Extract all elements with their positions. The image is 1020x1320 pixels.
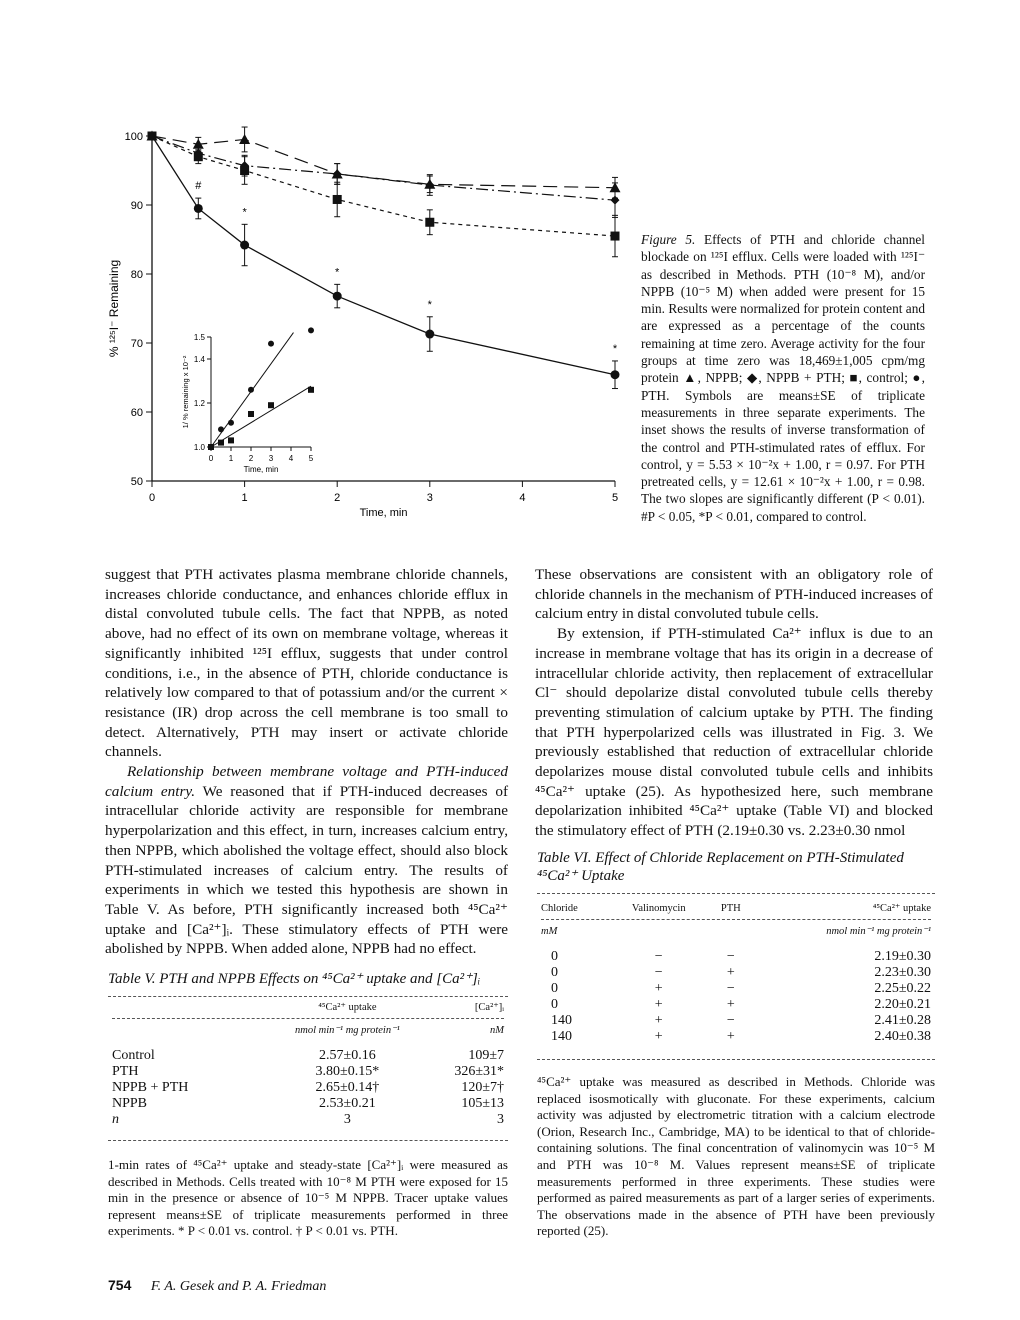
cell: 2.19±0.30: [874, 949, 931, 964]
cell: −: [726, 1013, 735, 1028]
cell: 2.20±0.21: [874, 997, 931, 1012]
data-point-circle: [148, 132, 157, 141]
cell: +: [654, 997, 663, 1012]
significance-marker: #: [195, 180, 202, 193]
y-tick-label: 80: [130, 269, 143, 281]
inset-fit-line-control: [211, 386, 311, 447]
cell: 140: [551, 1029, 572, 1044]
page-number: 754: [108, 1277, 132, 1293]
data-point-square: [333, 195, 342, 204]
data-point-circle: [611, 370, 620, 379]
inset-y-tick-label: 1.5: [193, 333, 205, 342]
series-line-nppb-pth: [152, 136, 615, 200]
data-point-square: [240, 166, 249, 175]
cell: 2.57±0.16: [319, 1048, 376, 1063]
y-axis-label: % ¹²⁵I⁻ Remaining: [107, 259, 121, 358]
paragraph: By extension, if PTH-stimulated Ca²⁺ influx is due to an increase in membrane voltage that has its origin in a decrease of intracellular chloride activity, then replacement of extracellular Cl⁻ should depolarize distal convoluted tubule cells thereby preventing stimulation of calcium uptake by PTH. The finding that PTH hyperpolarized cells was illustrated in Fig. 3. We previously established that reduction of extracellular chloride depolarizes mouse distal convoluted tubule cells and inhibits ⁴⁵Ca²⁺ uptake (25). As hypothesized here, such membrane depolarization inhibited ⁴⁵Ca²⁺ uptake (Table VI) and blocked the stimulatory effect of PTH (2.19±0.30 vs. 2.23±0.30 nmol: [535, 625, 933, 840]
table-vi: [537, 849, 935, 1240]
cell: 3: [343, 1112, 351, 1127]
table-footnote: 1-min rates of ⁴⁵Ca²⁺ uptake and steady-state [Ca²⁺]ᵢ were measured as described in Methods. Cells treated with 10⁻⁸ M PTH were exposed for 15 min in the presence or absence of 10⁻⁵ M NPPB. Tracer uptake values represent means±SE of triplicate measurements performed in three experiments. * P < 0.01 vs. control. † P < 0.01 vs. PTH.: [108, 1157, 508, 1239]
significance-marker: *: [242, 206, 247, 219]
table-row: [537, 981, 935, 997]
x-tick-label: 2: [334, 492, 341, 504]
table-row: [537, 1013, 935, 1029]
units-label: nmol min⁻¹ mg protein⁻¹: [826, 926, 931, 937]
data-point-circle: [425, 330, 434, 339]
row-label: NPPB + PTH: [112, 1080, 189, 1095]
data-point-circle: [240, 241, 249, 250]
cell: +: [654, 981, 663, 996]
inset-x-axis-label: Time, min: [243, 465, 279, 474]
series-line-pth: [152, 136, 615, 375]
data-point-square: [425, 218, 434, 227]
table-v-grid: [108, 1001, 508, 1128]
table-vi-grid: [537, 902, 935, 1045]
inset-y-tick-label: 1.4: [193, 355, 205, 364]
cell: 0: [551, 997, 558, 1012]
x-axis-label: Time, min: [359, 507, 408, 519]
cell: +: [726, 965, 735, 980]
cell: +: [726, 1029, 735, 1044]
page-footer: [108, 1277, 326, 1295]
units-label: nmol min⁻¹ mg protein⁻¹: [295, 1025, 400, 1036]
cell: 2.40±0.38: [874, 1029, 931, 1044]
column-header: Valinomycin: [631, 902, 686, 914]
paragraph: suggest that PTH activates plasma membrane chloride channels, increases chloride conductance, and enhances chloride efflux in distal convoluted tubule cells. The fact that NPPB, as noted above, had no effect of its own on membrane voltage, whereas it significantly inhibited ¹²⁵I efflux, suggests that under control conditions, i.e., in the absence of PTH, chloride conductance is relatively low compared to that of potassium and/or the current × resistance (IR) drop across the cell membrane is too small to detect. Alternatively, PTH may insert or activate chloride channels.: [105, 566, 508, 761]
x-tick-label: 5: [611, 492, 619, 504]
table-footnote: ⁴⁵Ca²⁺ uptake was measured as described in Methods. Chloride was replaced isosmotically with gluconate. For these experiments, calcium activity was adjusted by electrometric titration with a calcium electrode (Orion, Research Inc., Cambridge, MA) to be identical to that of chloride-containing solutions. The final concentration of valinomycin was 10⁻⁵ M and PTH was 10⁻⁸ M. Values represent means±SE of triplicate measurements performed in three experiments. These studies were performed as paired measurements as part of a larger series of experiments. The observations made in the absence of PTH have been previously reported (25).: [537, 1074, 935, 1239]
y-tick-label: 70: [130, 338, 143, 350]
inset-point-circle: [248, 387, 254, 393]
table-v: [108, 970, 508, 1240]
cell: +: [654, 1029, 663, 1044]
cell: 120±7†: [461, 1080, 504, 1095]
cell: 3.80±0.15*: [315, 1064, 380, 1079]
significance-marker: *: [335, 266, 340, 279]
row-label: NPPB: [112, 1096, 148, 1111]
row-label: n: [112, 1112, 119, 1127]
left-column: [105, 565, 508, 959]
cell: 140: [551, 1013, 572, 1028]
y-tick-label: 100: [124, 131, 143, 143]
data-point-diamond: [611, 196, 620, 205]
column-header: PTH: [720, 902, 741, 914]
inset-point-square: [308, 387, 314, 393]
data-point-square: [611, 232, 620, 241]
column-header: ⁴⁵Ca²⁺ uptake: [318, 1002, 377, 1013]
paragraph: These observations are consistent with an obligatory role of chloride channels in the mechanism of PTH-induced increases of calcium entry in distal convoluted tubule cells.: [535, 566, 933, 623]
data-point-circle: [194, 204, 203, 213]
inset-x-tick-label: 4: [288, 454, 294, 463]
row-label: PTH: [112, 1064, 139, 1079]
row-label: Control: [112, 1048, 155, 1063]
units-label: nM: [490, 1024, 504, 1036]
inset-x-tick-label: 1: [228, 454, 234, 463]
inset-point-circle: [308, 327, 314, 333]
section-heading: Relationship between membrane voltage and PTH-induced calcium entry.: [105, 763, 508, 800]
table-row: [108, 1112, 508, 1128]
cell: 0: [551, 949, 558, 964]
inset-point-square: [218, 440, 224, 446]
right-column: [535, 565, 933, 841]
table-row: [108, 1048, 508, 1064]
cell: 2.65±0.14†: [315, 1080, 380, 1095]
y-tick-label: 60: [130, 407, 143, 419]
cell: 0: [551, 965, 558, 980]
inset-y-tick-label: 1.2: [193, 399, 205, 408]
data-point-triangle: [239, 134, 250, 144]
table-row: [537, 965, 935, 981]
paragraph-text: We reasoned that if PTH-induced decreases of intracellular chloride activity are responsible for membrane hyperpolarization and this effect, in turn, increases calcium entry, then NPPB, which abolished the voltage effect, should also block PTH-stimulated increases of calcium entry. The results of experiments in which we tested this hypothesis are shown in Table V. As before, PTH significantly increased both ⁴⁵Ca²⁺ uptake and [Ca²⁺]ᵢ. These stimulatory effects of PTH were abolished by NPPB. When added alone, NPPB had no effect.: [105, 782, 508, 958]
x-tick-label: 3: [426, 492, 433, 504]
y-tick-label: 50: [130, 476, 143, 488]
cell: 105±13: [461, 1096, 504, 1111]
table-row: [537, 949, 935, 965]
inset-point-square: [268, 402, 274, 408]
significance-marker: *: [612, 342, 618, 355]
inset-point-circle: [228, 420, 234, 426]
cell: 109±7: [468, 1048, 504, 1063]
table-row: [108, 1080, 508, 1096]
cell: −: [654, 965, 663, 980]
x-tick-label: 1: [241, 492, 248, 504]
table-row: [537, 1029, 935, 1045]
figure-caption: [641, 231, 925, 525]
cell: 2.53±0.21: [319, 1096, 376, 1111]
cell: +: [726, 997, 735, 1012]
table-row: [108, 1096, 508, 1112]
inset-point-circle: [218, 426, 224, 432]
cell: 3: [497, 1112, 504, 1127]
cell: 2.25±0.22: [874, 981, 931, 996]
inset-x-tick-label: 3: [268, 454, 274, 463]
inset-point-square: [248, 411, 254, 417]
inset-x-tick-label: 5: [308, 454, 314, 463]
table-row: [108, 1064, 508, 1080]
efflux-chart: [0, 0, 640, 530]
cell: −: [654, 949, 663, 964]
authors: F. A. Gesek and P. A. Friedman: [150, 1279, 327, 1294]
inset-x-tick-label: 0: [208, 454, 214, 463]
y-tick-label: 90: [130, 200, 143, 212]
significance-marker: *: [427, 298, 432, 311]
column-header: [Ca²⁺]ᵢ: [474, 1002, 504, 1013]
inset-y-tick-label: 1.0: [193, 443, 205, 452]
x-tick-label: 0: [148, 492, 156, 504]
inset-y-axis-label: 1/ % remaining x 10⁻²: [181, 355, 190, 429]
table-title: Table VI. Effect of Chloride Replacement on PTH-Stimulated ⁴⁵Ca²⁺ Uptake: [537, 850, 904, 884]
inset-point-circle: [268, 341, 274, 347]
data-point-square: [194, 152, 203, 161]
x-tick-label: 4: [519, 492, 526, 504]
paragraph: [105, 762, 508, 959]
cell: 2.41±0.28: [874, 1013, 931, 1028]
figure-caption-text: Effects of PTH and chloride channel blockade on ¹²⁵I efflux. Cells were loaded with ¹²⁵I⁻ as described in Methods. PTH (10⁻⁸ M), and/or NPPB (10⁻⁵ M) when added were present for 15 min. Results were normalized for protein content and are expressed as a percentage of the counts remaining at time zero. Average activity for the four groups at time zero was 18,469±1,005 cpm/mg protein ▲, NPPB; ◆, NPPB + PTH; ■, control; ●, PTH. Symbols are means±SE of triplicate measurements in three separate experiments. The inset shows the results of inverse transformation of the control and PTH-stimulated rates of efflux. For control, y = 5.53 × 10⁻²x + 1.00, r = 0.97. For PTH pretreated cells, y = 12.61 × 10⁻²x + 1.00, r = 0.98. The two slopes are significantly different (P < 0.01). #P < 0.05, *P < 0.01, compared to control.: [641, 232, 925, 524]
figure-label: Figure 5.: [641, 232, 696, 247]
cell: −: [726, 949, 735, 964]
cell: 2.23±0.30: [874, 965, 931, 980]
inset-x-tick-label: 2: [248, 454, 254, 463]
units-label: mM: [541, 925, 558, 937]
column-header: Chloride: [541, 902, 578, 914]
cell: −: [726, 981, 735, 996]
inset-point-square: [208, 444, 214, 450]
table-title: Table V. PTH and NPPB Effects on ⁴⁵Ca²⁺ uptake and [Ca²⁺]ᵢ: [108, 971, 481, 987]
table-row: [537, 997, 935, 1013]
column-header: ⁴⁵Ca²⁺ uptake: [872, 903, 931, 914]
cell: 326±31*: [454, 1064, 504, 1079]
cell: 0: [551, 981, 558, 996]
data-point-circle: [333, 292, 342, 301]
cell: +: [654, 1013, 663, 1028]
inset-point-square: [228, 437, 234, 443]
